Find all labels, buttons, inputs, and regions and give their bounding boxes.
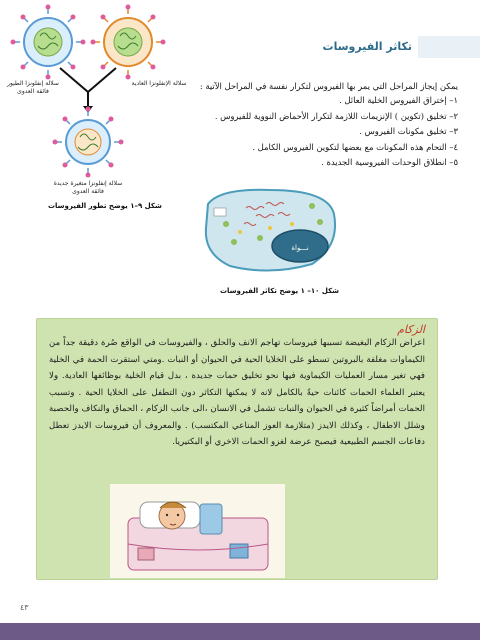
avian-flu-strain-label <box>2 80 64 96</box>
flu-title: الزكام <box>397 323 425 336</box>
cell-replication-diagram <box>200 184 340 274</box>
step-item: ٣– تخليق مكونات الفيروس . <box>359 126 458 136</box>
merge-arrows-icon <box>60 68 116 108</box>
strain-left-line2: فائقة العدوى <box>17 88 49 95</box>
sick-child-graphic <box>110 484 285 578</box>
strain-right-line1: سلالة الإنفلونزا العادية <box>131 80 187 87</box>
nucleus-label: نـــواة <box>291 244 309 252</box>
sick-child-illustration <box>110 484 285 578</box>
avian-flu-virus-icon <box>11 5 86 80</box>
footer-strip <box>0 623 480 640</box>
new-strain-virus-icon <box>53 107 124 178</box>
step-item: ٢– تخليق (تكوين ) الإنزيمات اللازمة لتكرار الأحماض النووية للفيروس . <box>214 110 458 121</box>
new-strain-label <box>52 180 124 196</box>
strain-new-line1: سلالة إنفلونزا متغيرة جديدة <box>53 180 123 187</box>
replication-steps-list <box>188 93 458 171</box>
cell-diagram-graphic <box>200 184 340 274</box>
section-title: تكاثر الفيروسات <box>322 40 412 53</box>
step-item: ١– إختراق الفيروس الخلية العائل . <box>339 95 458 105</box>
strain-new-line2: فائقة العدوى <box>72 188 104 195</box>
virus-evolution-diagram <box>0 0 215 215</box>
strain-left-line1: سلالة إنفلونزا الطيور <box>7 80 59 87</box>
virus-evolution-caption: شكل ٩–١ يوضح تطور الفيروسات <box>48 202 162 210</box>
step-item: ٤– التحام هذه المكونات مع بعضها لتكوين الفيروس الكامل . <box>252 141 458 152</box>
flu-paragraph: اعراض الزكام البغيضة تسببها فيروسات تهاجم الانف والحلق ، والفيروسات في الواقع صُرة دقيقة جداً من الكيماوات مغلفة بالبروتين تسطو على الخلايا الحية في الحيوان أو النبات .ومتي استقرت الحمة في الخلية فهي تغير مسار العمليات الكيماوية فيها نحو تخليق حمات جديدة ، بدل قيام الخلية بوظائفها العادية. ولا يعتبر العلماء الحمات كائنات حيةً بالكامل لانه لا يمكنها التكاثر دون التطفل على الخلايا الحية . وتسبب الحمات أمراضاً كثيرة في الحيوان والنبات تشمل في الانسان ،الى جانب الزكام ، الحماق والنكاف والحصبة وشلل الاطفال ، وكذلك الايدز (متلازمة العوز المناعي المكتسب) . والمعروف أن فيروسات الايدز تعطل دفاعات الجسم الطبيعية فيصبح عرضة لغزو الحمات الاخري أو البكتيريا. <box>49 338 425 447</box>
regular-flu-virus-icon <box>91 5 166 80</box>
title-bar-decoration <box>418 36 480 58</box>
replication-intro: يمكن إيجاز المراحل التي يمر بها الفيروس لتكرار نفسة في المراحل الآتية : <box>199 81 458 91</box>
cell-replication-caption: شكل ١٠– ١ يوضح تكاثر الفيروسات <box>220 287 340 295</box>
step-item: ٥– انطلاق الوحدات الفيروسية الجديدة . <box>321 157 458 167</box>
page-number: ٤٣ <box>20 603 29 612</box>
